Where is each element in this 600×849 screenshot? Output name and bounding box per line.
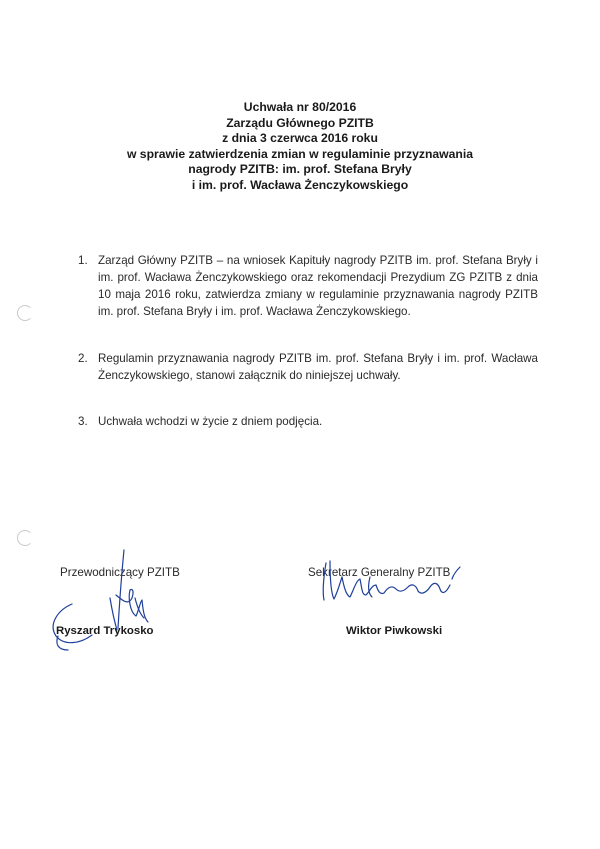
resolution-subject-line-1: w sprawie zatwierdzenia zmian w regulaminie przyznawania [126,146,474,161]
secretary-signature [300,555,475,620]
item-text: Regulamin przyznawania nagrody PZITB im. prof. Stefana Bryły i im. prof. Wacława Żenczykowskiego, stanowi załącznik do niniejszej uchwały. [98,352,538,382]
item-number: 3. [78,415,88,428]
resolution-subject-line-2: nagrody PZITB: im. prof. Stefana Bryły [188,162,412,176]
chairman-signature [40,540,170,655]
item-text: Zarząd Główny PZITB – na wniosek Kapituły nagrody PZITB im. prof. Stefana Bryły i im. prof. Wacława Żenczykowskiego oraz rekomendacji Prezydium ZG PZITB z dnia 10 maja 2016 roku, zatwierdza zmiany w regulaminie przyznawania nagrody PZITB im. prof. Stefana Bryły i im. prof. Wacława Żenczykowskiego. [98,254,538,318]
resolution-subject-line-3: i im. prof. Wacława Żenczykowskiego [191,177,409,192]
resolution-date: z dnia 3 czerwca 2016 roku [222,131,378,145]
list-item [78,252,538,320]
punch-hole-mark [17,305,33,321]
list-item [78,350,538,384]
chairman-title: Przewodniczący PZITB [60,566,180,579]
resolution-header [60,100,540,193]
secretary-title: Sekretarz Generalny PZITB [308,566,451,579]
item-text: Uchwała wchodzi w życie z dniem podjęcia. [98,415,323,428]
resolution-number: Uchwała nr 80/2016 [243,100,357,114]
item-number: 1. [78,254,88,267]
item-number: 2. [78,352,88,365]
punch-hole-mark [17,530,33,546]
secretary-name: Wiktor Piwkowski [346,625,443,637]
list-item [78,413,538,430]
resolution-issuer: Zarządu Głównego PZITB [226,115,374,130]
chairman-name: Ryszard Trykosko [56,625,154,637]
